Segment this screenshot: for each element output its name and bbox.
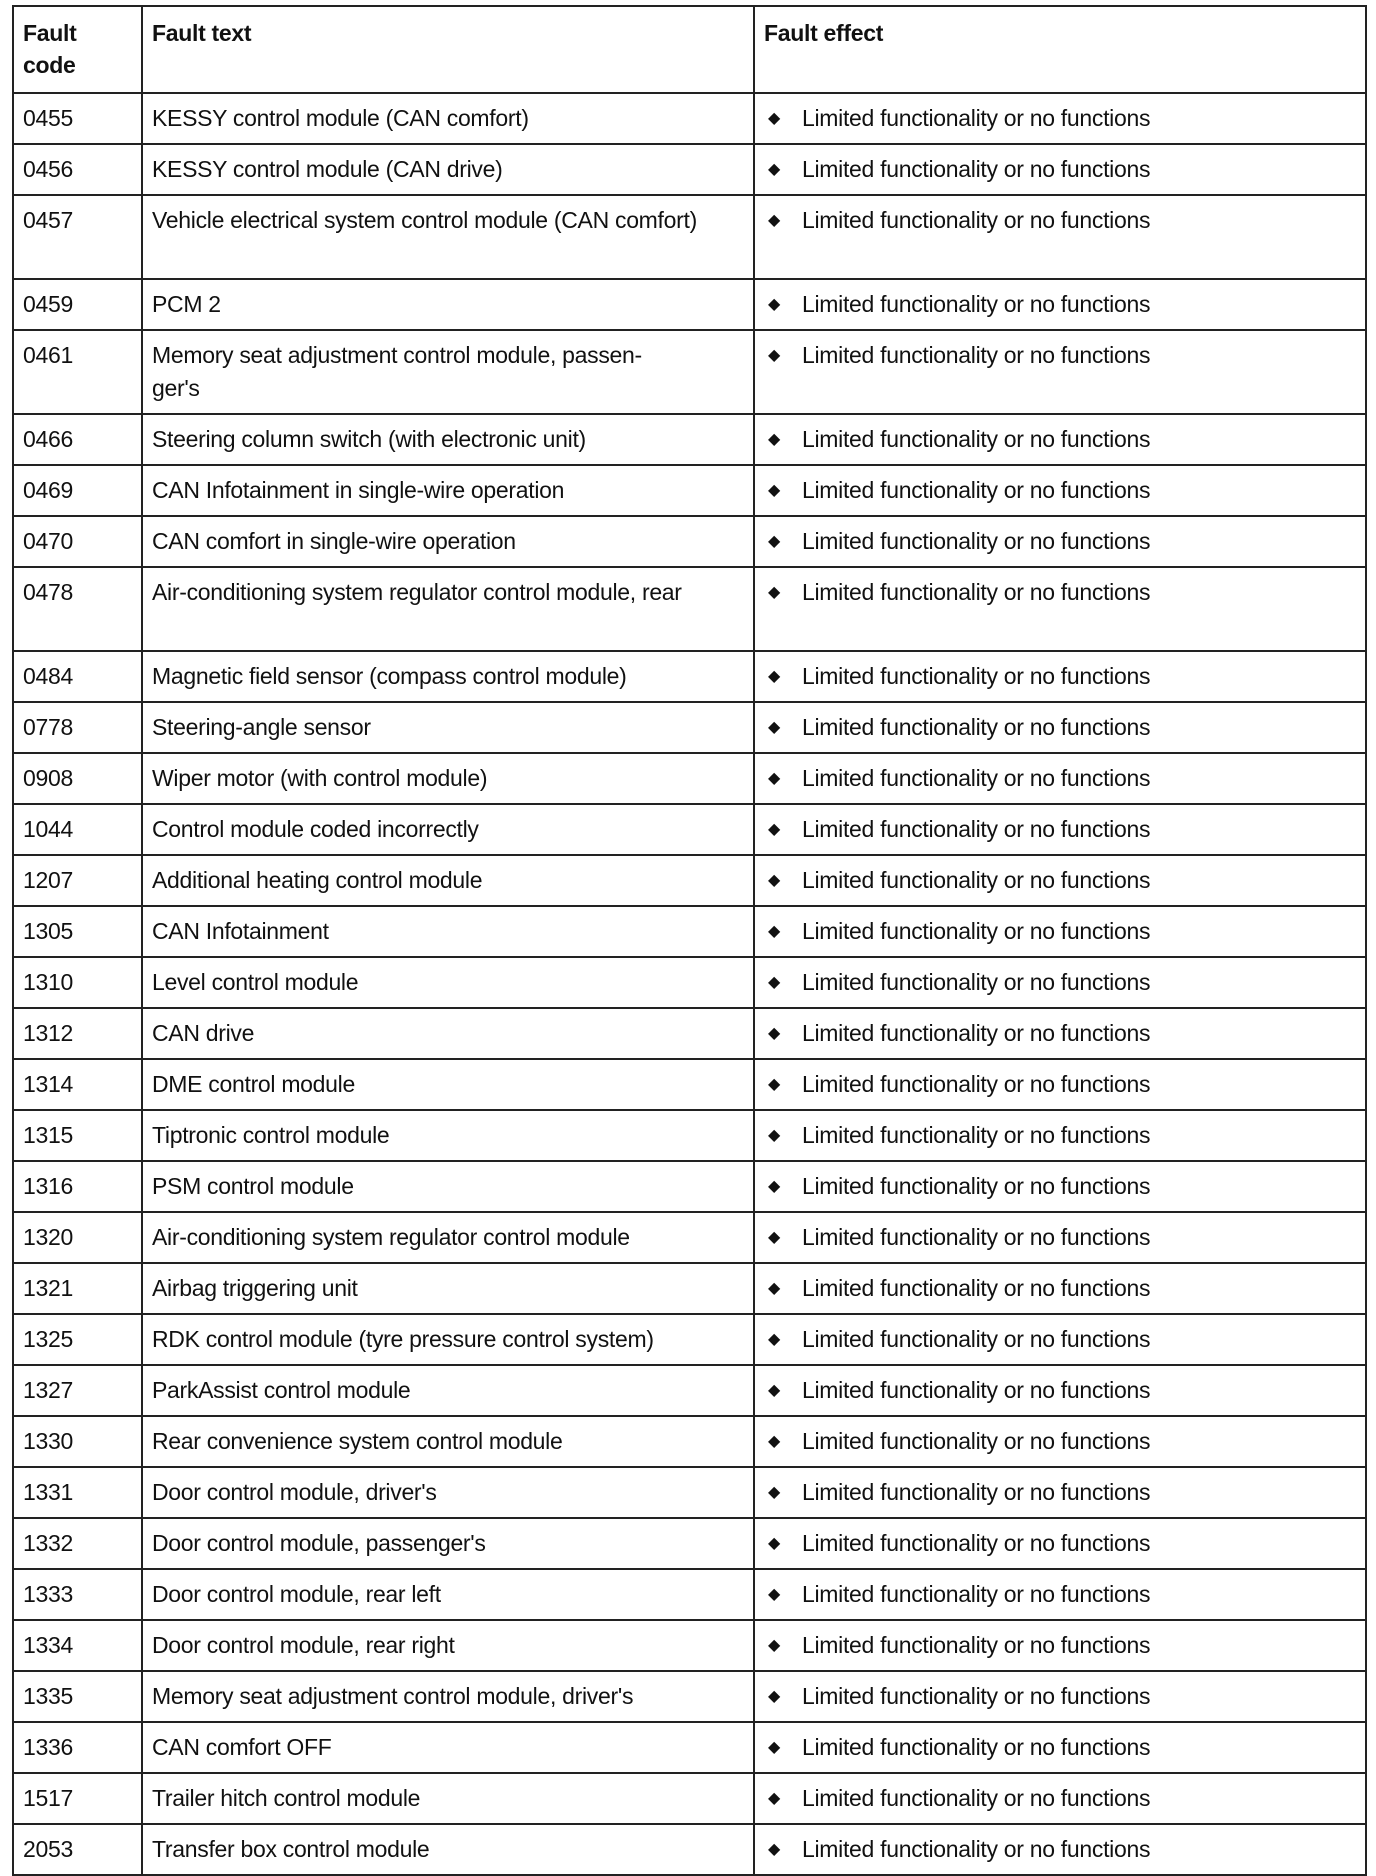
fault-effect-cell (754, 567, 1366, 651)
fault-effect-cell (754, 1824, 1366, 1875)
diamond-bullet-icon: ◆ (768, 347, 781, 364)
header-fault-code: Fault code (13, 6, 142, 93)
table-row (13, 1314, 1366, 1365)
fault-effect-text: Limited functionality or no functions (802, 579, 1151, 605)
fault-effect-text: Limited functionality or no functions (802, 1275, 1151, 1301)
fault-text-cell: Steering column switch (with electronic unit) (142, 414, 754, 465)
fault-effect-cell (754, 1008, 1366, 1059)
fault-text-cell: KESSY control module (CAN drive) (142, 144, 754, 195)
fault-effect-text: Limited functionality or no functions (802, 1071, 1151, 1097)
table-row (13, 804, 1366, 855)
fault-effect-text: Limited functionality or no functions (802, 816, 1151, 842)
fault-text-cell: Memory seat adjustment control module, driver's (142, 1671, 754, 1722)
fault-effect-text: Limited functionality or no functions (802, 1683, 1151, 1709)
diamond-bullet-icon: ◆ (768, 974, 781, 991)
fault-effect-cell (754, 279, 1366, 330)
diamond-bullet-icon: ◆ (768, 110, 781, 127)
diamond-bullet-icon: ◆ (768, 161, 781, 178)
diamond-bullet-icon: ◆ (768, 770, 781, 787)
diamond-bullet-icon: ◆ (768, 482, 781, 499)
fault-code-cell: 1334 (13, 1620, 142, 1671)
fault-effect-cell (754, 855, 1366, 906)
table-row (13, 1263, 1366, 1314)
fault-effect-text: Limited functionality or no functions (802, 765, 1151, 791)
fault-effect-cell (754, 1263, 1366, 1314)
table-row (13, 1110, 1366, 1161)
fault-text-cell: PSM control module (142, 1161, 754, 1212)
table-row (13, 195, 1366, 279)
fault-effect-text: Limited functionality or no functions (802, 156, 1151, 182)
table-row (13, 855, 1366, 906)
table-row (13, 1671, 1366, 1722)
fault-effect-cell (754, 804, 1366, 855)
fault-code-cell: 0484 (13, 651, 142, 702)
table-row (13, 1467, 1366, 1518)
fault-effect-cell (754, 1722, 1366, 1773)
diamond-bullet-icon: ◆ (768, 1331, 781, 1348)
fault-effect-cell (754, 330, 1366, 414)
fault-effect-cell (754, 702, 1366, 753)
fault-text-cell: Door control module, rear left (142, 1569, 754, 1620)
fault-text-cell: Door control module, passenger's (142, 1518, 754, 1569)
fault-effect-text: Limited functionality or no functions (802, 426, 1151, 452)
diamond-bullet-icon: ◆ (768, 212, 781, 229)
fault-code-cell: 1332 (13, 1518, 142, 1569)
fault-code-cell: 0455 (13, 93, 142, 144)
diamond-bullet-icon: ◆ (768, 1280, 781, 1297)
fault-text-cell: Control module coded incorrectly (142, 804, 754, 855)
fault-text-cell: CAN comfort OFF (142, 1722, 754, 1773)
fault-effect-text: Limited functionality or no functions (802, 918, 1151, 944)
table-row (13, 1416, 1366, 1467)
table-row (13, 1722, 1366, 1773)
table-row (13, 651, 1366, 702)
diamond-bullet-icon: ◆ (768, 1688, 781, 1705)
fault-text-cell: Door control module, driver's (142, 1467, 754, 1518)
fault-code-cell: 0908 (13, 753, 142, 804)
fault-text-cell: Vehicle electrical system control module (CAN comfort) (142, 195, 754, 279)
fault-effect-cell (754, 1773, 1366, 1824)
fault-code-cell: 1333 (13, 1569, 142, 1620)
fault-effect-cell (754, 1416, 1366, 1467)
fault-effect-cell (754, 1620, 1366, 1671)
diamond-bullet-icon: ◆ (768, 1841, 781, 1858)
fault-code-cell: 1316 (13, 1161, 142, 1212)
fault-code-cell: 2053 (13, 1824, 142, 1875)
diamond-bullet-icon: ◆ (768, 821, 781, 838)
fault-effect-cell (754, 144, 1366, 195)
fault-effect-text: Limited functionality or no functions (802, 1326, 1151, 1352)
fault-code-cell: 0470 (13, 516, 142, 567)
fault-code-cell: 0456 (13, 144, 142, 195)
table-row (13, 702, 1366, 753)
fault-code-cell: 1321 (13, 1263, 142, 1314)
table-row (13, 330, 1366, 414)
fault-text-cell: CAN Infotainment (142, 906, 754, 957)
diamond-bullet-icon: ◆ (768, 1484, 781, 1501)
fault-code-cell: 1314 (13, 1059, 142, 1110)
diamond-bullet-icon: ◆ (768, 533, 781, 550)
fault-effect-text: Limited functionality or no functions (802, 714, 1151, 740)
table-row (13, 753, 1366, 804)
fault-effect-cell (754, 1059, 1366, 1110)
fault-effect-text: Limited functionality or no functions (802, 291, 1151, 317)
diamond-bullet-icon: ◆ (768, 1025, 781, 1042)
fault-code-cell: 1336 (13, 1722, 142, 1773)
fault-effect-text: Limited functionality or no functions (802, 1836, 1151, 1862)
fault-effect-cell (754, 1671, 1366, 1722)
table-header-row (13, 6, 1366, 93)
fault-code-cell: 1315 (13, 1110, 142, 1161)
fault-text-cell: Air-conditioning system regulator control module, rear (142, 567, 754, 651)
fault-effect-cell (754, 753, 1366, 804)
diamond-bullet-icon: ◆ (768, 1382, 781, 1399)
fault-effect-cell (754, 195, 1366, 279)
table-row (13, 957, 1366, 1008)
fault-effect-cell (754, 93, 1366, 144)
diamond-bullet-icon: ◆ (768, 1739, 781, 1756)
fault-text-cell: KESSY control module (CAN comfort) (142, 93, 754, 144)
fault-code-cell: 0469 (13, 465, 142, 516)
diamond-bullet-icon: ◆ (768, 584, 781, 601)
table-row (13, 144, 1366, 195)
fault-effect-text: Limited functionality or no functions (802, 867, 1151, 893)
fault-text-cell: Tiptronic control module (142, 1110, 754, 1161)
fault-code-cell: 0478 (13, 567, 142, 651)
fault-code-cell: 0466 (13, 414, 142, 465)
fault-code-cell: 0778 (13, 702, 142, 753)
fault-effect-text: Limited functionality or no functions (802, 528, 1151, 554)
fault-effect-cell (754, 516, 1366, 567)
diamond-bullet-icon: ◆ (768, 1433, 781, 1450)
fault-effect-cell (754, 1569, 1366, 1620)
fault-effect-cell (754, 906, 1366, 957)
fault-text-cell: ParkAssist control module (142, 1365, 754, 1416)
fault-text-cell: Trailer hitch control module (142, 1773, 754, 1824)
fault-code-cell: 0461 (13, 330, 142, 414)
fault-effect-text: Limited functionality or no functions (802, 1785, 1151, 1811)
diamond-bullet-icon: ◆ (768, 1076, 781, 1093)
table-row (13, 516, 1366, 567)
table-row (13, 1161, 1366, 1212)
diamond-bullet-icon: ◆ (768, 872, 781, 889)
fault-text-cell: Rear convenience system control module (142, 1416, 754, 1467)
fault-code-cell: 1312 (13, 1008, 142, 1059)
table-row (13, 1620, 1366, 1671)
fault-text-cell: Air-conditioning system regulator control module (142, 1212, 754, 1263)
fault-code-cell: 1327 (13, 1365, 142, 1416)
fault-text-cell: Level control module (142, 957, 754, 1008)
table-row (13, 414, 1366, 465)
table-row (13, 1365, 1366, 1416)
header-fault-text: Fault text (142, 6, 754, 93)
fault-effect-cell (754, 465, 1366, 516)
diamond-bullet-icon: ◆ (768, 431, 781, 448)
fault-code-cell: 1517 (13, 1773, 142, 1824)
diamond-bullet-icon: ◆ (768, 1178, 781, 1195)
fault-effect-cell (754, 651, 1366, 702)
table-row (13, 1773, 1366, 1824)
fault-effect-text: Limited functionality or no functions (802, 969, 1151, 995)
fault-effect-text: Limited functionality or no functions (802, 1020, 1151, 1046)
table-row (13, 1059, 1366, 1110)
fault-text-cell: CAN drive (142, 1008, 754, 1059)
fault-text-cell: RDK control module (tyre pressure control system) (142, 1314, 754, 1365)
diamond-bullet-icon: ◆ (768, 719, 781, 736)
fault-effect-cell (754, 957, 1366, 1008)
fault-effect-text: Limited functionality or no functions (802, 1224, 1151, 1250)
table-row (13, 567, 1366, 651)
fault-effect-cell (754, 414, 1366, 465)
table-row (13, 279, 1366, 330)
fault-effect-cell (754, 1518, 1366, 1569)
fault-text-cell: Airbag triggering unit (142, 1263, 754, 1314)
diamond-bullet-icon: ◆ (768, 668, 781, 685)
table-row (13, 93, 1366, 144)
diamond-bullet-icon: ◆ (768, 1637, 781, 1654)
fault-code-cell: 1330 (13, 1416, 142, 1467)
fault-effect-text: Limited functionality or no functions (802, 1530, 1151, 1556)
fault-text-cell: CAN comfort in single-wire operation (142, 516, 754, 567)
fault-effect-cell (754, 1110, 1366, 1161)
fault-code-cell: 0459 (13, 279, 142, 330)
diamond-bullet-icon: ◆ (768, 1127, 781, 1144)
fault-effect-text: Limited functionality or no functions (802, 1581, 1151, 1607)
fault-text-cell: Memory seat adjustment control module, passen- ger's (142, 330, 754, 414)
fault-text-cell: Transfer box control module (142, 1824, 754, 1875)
fault-effect-text: Limited functionality or no functions (802, 1428, 1151, 1454)
diamond-bullet-icon: ◆ (768, 296, 781, 313)
fault-text-cell: DME control module (142, 1059, 754, 1110)
fault-code-cell: 1310 (13, 957, 142, 1008)
fault-code-cell: 1207 (13, 855, 142, 906)
diamond-bullet-icon: ◆ (768, 1586, 781, 1603)
table-row (13, 1824, 1366, 1875)
fault-text-cell: PCM 2 (142, 279, 754, 330)
fault-effect-text: Limited functionality or no functions (802, 1122, 1151, 1148)
fault-effect-cell (754, 1212, 1366, 1263)
fault-effect-text: Limited functionality or no functions (802, 477, 1151, 503)
diamond-bullet-icon: ◆ (768, 1790, 781, 1807)
fault-code-cell: 0457 (13, 195, 142, 279)
table-row (13, 1518, 1366, 1569)
fault-effect-text: Limited functionality or no functions (802, 105, 1151, 131)
fault-text-cell: Magnetic field sensor (compass control module) (142, 651, 754, 702)
fault-code-cell: 1331 (13, 1467, 142, 1518)
fault-code-cell: 1325 (13, 1314, 142, 1365)
table-row (13, 1212, 1366, 1263)
diamond-bullet-icon: ◆ (768, 1229, 781, 1246)
diamond-bullet-icon: ◆ (768, 1535, 781, 1552)
table-row (13, 1008, 1366, 1059)
fault-text-cell: Door control module, rear right (142, 1620, 754, 1671)
fault-effect-text: Limited functionality or no functions (802, 1479, 1151, 1505)
diamond-bullet-icon: ◆ (768, 923, 781, 940)
fault-effect-cell (754, 1365, 1366, 1416)
table-row (13, 906, 1366, 957)
fault-effect-text: Limited functionality or no functions (802, 1734, 1151, 1760)
fault-code-cell: 1044 (13, 804, 142, 855)
fault-text-cell: CAN Infotainment in single-wire operation (142, 465, 754, 516)
fault-text-cell: Additional heating control module (142, 855, 754, 906)
fault-text-cell: Wiper motor (with control module) (142, 753, 754, 804)
fault-effect-cell (754, 1161, 1366, 1212)
fault-text-cell: Steering-angle sensor (142, 702, 754, 753)
fault-code-cell: 1305 (13, 906, 142, 957)
fault-effect-text: Limited functionality or no functions (802, 342, 1151, 368)
fault-code-table (12, 5, 1367, 1876)
header-fault-effect: Fault effect (754, 6, 1366, 93)
fault-effect-text: Limited functionality or no functions (802, 1173, 1151, 1199)
fault-effect-cell (754, 1314, 1366, 1365)
fault-effect-text: Limited functionality or no functions (802, 1632, 1151, 1658)
fault-effect-text: Limited functionality or no functions (802, 207, 1151, 233)
table-row (13, 1569, 1366, 1620)
fault-effect-cell (754, 1467, 1366, 1518)
fault-code-cell: 1320 (13, 1212, 142, 1263)
table-row (13, 465, 1366, 516)
fault-effect-text: Limited functionality or no functions (802, 663, 1151, 689)
fault-effect-text: Limited functionality or no functions (802, 1377, 1151, 1403)
fault-code-cell: 1335 (13, 1671, 142, 1722)
